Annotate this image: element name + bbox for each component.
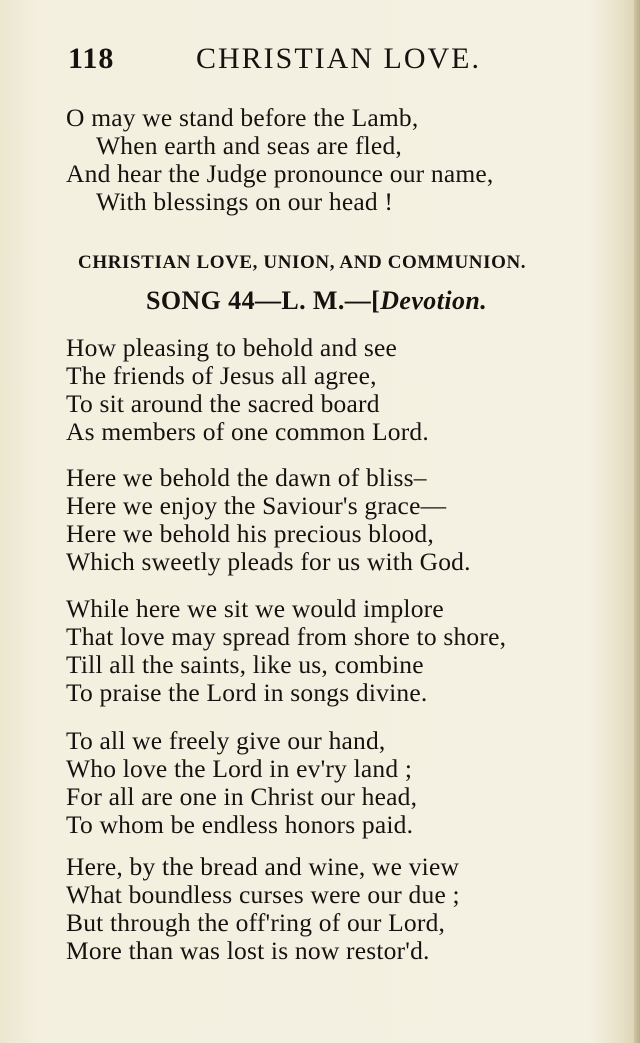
verse-line: That love may spread from shore to shore, [66,622,507,651]
verse-line: Who love the Lord in ev'ry land ; [66,754,413,783]
verse-line: But through the off'ring of our Lord, [66,908,446,937]
verse-line: And hear the Judge pronounce our name, [66,159,494,188]
verse-line: To all we freely give our hand, [66,726,386,755]
verse-line: To praise the Lord in songs divine. [66,678,428,707]
verse-line: What boundless curses were our due ; [66,880,460,909]
running-title: CHRISTIAN LOVE. [196,42,481,75]
page-edge [634,0,640,1043]
stanza-2 [66,464,471,576]
verse-line: While here we sit we would implore [66,594,444,623]
song-number: SONG 44—L. M.—[ [146,286,381,315]
verse-line: How pleasing to behold and see [66,333,398,362]
verse-line: Till all the saints, like us, combine [66,650,424,679]
verse-line: The friends of Jesus all agree, [66,361,377,390]
previous-stanza [66,104,494,216]
page-number: 118 [68,42,115,75]
stanza-5 [66,853,460,965]
verse-line: As members of one common Lord. [66,417,429,446]
page-header [68,42,488,82]
verse-line: For all are one in Christ our head, [66,782,418,811]
tune-name: Devotion. [380,286,488,315]
verse-line: Here we behold the dawn of bliss– [66,463,427,492]
verse-line: To sit around the sacred board [66,389,380,418]
song-title [146,286,487,316]
stanza-4 [66,727,417,839]
stanza-3 [66,595,506,707]
verse-line: Here we enjoy the Saviour's grace— [66,491,447,520]
verse-line: More than was lost is now restor'd. [66,936,430,965]
verse-line: When earth and seas are fled, [96,131,402,160]
section-heading: CHRISTIAN LOVE, UNION, AND COMMUNION. [78,252,527,273]
verse-line: Here we behold his precious blood, [66,519,434,548]
verse-line: Which sweetly pleads for us with God. [66,547,471,576]
verse-line: With blessings on our head ! [96,187,394,216]
verse-line: To whom be endless honors paid. [66,810,414,839]
stanza-1 [66,334,429,446]
verse-line: O may we stand before the Lamb, [66,103,419,132]
verse-line: Here, by the bread and wine, we view [66,852,460,881]
